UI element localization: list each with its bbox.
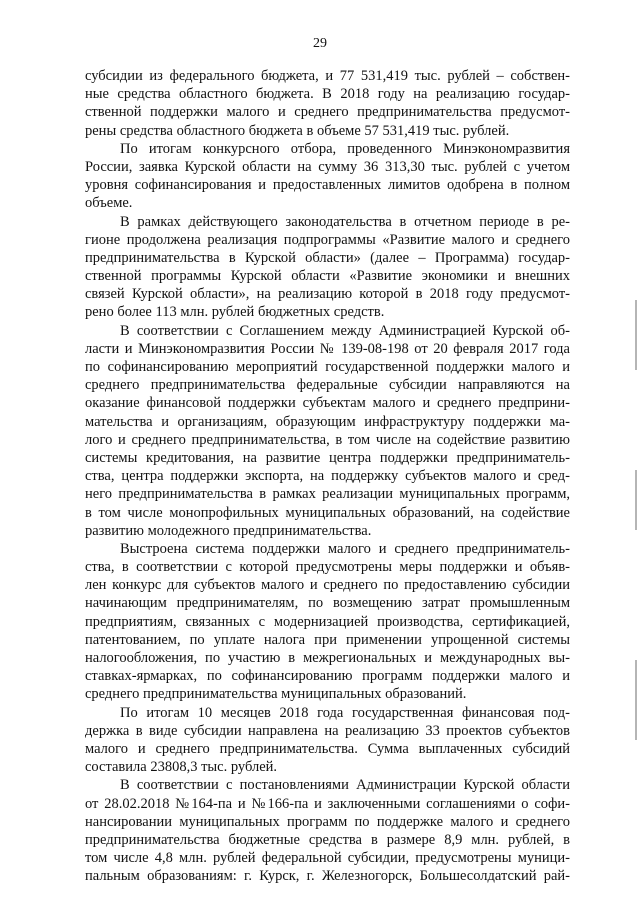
text-line: пальным образованиям: г. Курск, г. Железногорск, Большесолдатский рай- [85, 868, 570, 885]
text-line: малого и среднего предпринимательства. Сумма выплаченных субсидий [85, 740, 570, 757]
text-line: начинающим предпринимателям, по возмещению затрат промышленным [85, 595, 570, 612]
text-line: связей Курской области», на реализацию которой в 2018 году предусмот- [85, 286, 570, 303]
text-line: в том числе монопрофильных муниципальных образований, на содействие [85, 504, 570, 521]
document-body [85, 67, 570, 885]
text-line: предпринимательства в Курской области» (далее – Программа) государ- [85, 249, 570, 266]
scan-edge-mark [635, 470, 637, 530]
text-line: него предпринимательства в рамках реализации муниципальных программ, [85, 486, 570, 503]
text-line: ные средства областного бюджета. В 2018 году на реализацию государ- [85, 86, 570, 103]
text-line: предприятиям, связанных с модернизацией производства, сертификацией, [85, 613, 570, 630]
text-line: В соответствии с Соглашением между Администрацией Курской об- [120, 322, 570, 339]
page-number: 29 [313, 36, 327, 51]
text-line: от 28.02.2018 №164-па и №166-па и заключенными соглашениями о софи- [85, 795, 570, 812]
text-line: нансировании муниципальных программ по поддержке малого и среднего [85, 813, 570, 830]
text-line: По итогам конкурсного отбора, проведенного Минэкономразвития [120, 140, 570, 157]
scan-edge-mark [635, 660, 637, 740]
text-line: уровня софинансирования и предоставленных лимитов одобрена в полном [85, 177, 570, 194]
text-line: том числе 4,8 млн. рублей федеральной субсидии, предусмотрены муници- [85, 850, 570, 867]
text-line: объеме. [85, 195, 133, 212]
text-line: предпринимательства бюджетные средства в размере 8,9 млн. рублей, в [85, 831, 570, 848]
text-line: мательства и организациям, образующим инфраструктуру поддержки ма- [85, 413, 570, 430]
text-line: В рамках действующего законодательства в отчетном периоде в ре- [120, 213, 570, 230]
text-line: ственной программы Курской области «Развитие экономики и внешних [85, 268, 570, 285]
text-line: лен конкурс для субъектов малого и среднего по предоставлению субсидии [85, 577, 570, 594]
text-line: рено более 113 млн. рублей бюджетных средств. [85, 304, 385, 321]
text-line: субсидии из федерального бюджета, и 77 531,419 тыс. рублей – собствен- [85, 68, 570, 84]
text-line: оказание финансовой поддержки субъектам малого и среднего предприни- [85, 395, 570, 412]
text-line: Выстроена система поддержки малого и среднего предприниматель- [120, 540, 570, 557]
text-line: среднего предпринимательства муниципальных образований. [85, 686, 467, 703]
text-line: лого и среднего предпринимательства, в том числе на содействие развитию [85, 431, 570, 448]
text-line: составила 23808,3 тыс. рублей. [85, 759, 278, 776]
text-line: патентованием, по уплате налога при применении упрощенной системы [85, 631, 570, 648]
text-line: ства, центра поддержки экспорта, на поддержку субъектов малого и сред- [85, 468, 570, 485]
text-line: среднего предпринимательства федеральные субсидии направляются на [85, 377, 570, 394]
text-line: ласти и Минэкономразвития России № 139-08-198 от 20 февраля 2017 года [85, 340, 570, 357]
text-line: ства, в соответствии с которой предусмотрены меры поддержки и объяв- [85, 559, 570, 576]
text-line: гионе продолжена реализация подпрограммы «Развитие малого и среднего [85, 231, 570, 248]
text-line: развитию молодежного предпринимательства. [85, 522, 372, 539]
text-line: рены средства областного бюджета в объеме 57 531,419 тыс. рублей. [85, 122, 510, 139]
text-line: В соответствии с постановлениями Администрации Курской области [120, 777, 570, 794]
text-line: налогообложения, по участию в межрегиональных и международных вы- [85, 650, 570, 666]
text-line: держка в виде субсидии направлена на реализацию 33 проектов субъектов [85, 722, 570, 739]
scan-edge-mark [635, 300, 637, 370]
text-line: По итогам 10 месяцев 2018 года государственная финансовая под- [120, 704, 570, 721]
text-line: ставках-ярмарках, по софинансированию программ поддержки малого и [85, 668, 570, 685]
text-line: ственной поддержки малого и среднего предпринимательства предусмот- [85, 104, 570, 121]
text-line: по софинансированию мероприятий государственной поддержки малого и [85, 359, 570, 375]
text-line: системы кредитования, на развитие центра поддержки предприниматель- [85, 449, 570, 466]
text-line: России, заявка Курской области на сумму 36 313,30 тыс. рублей с учетом [85, 158, 570, 175]
